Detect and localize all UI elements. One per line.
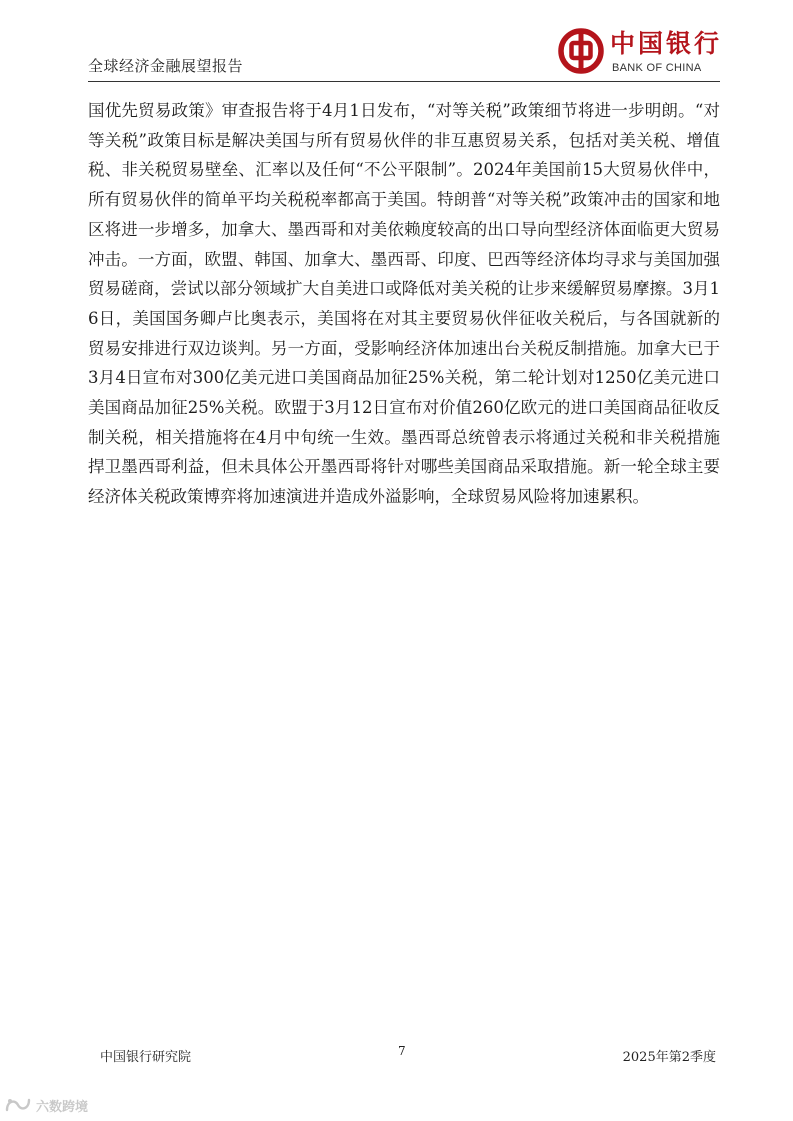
footer-institute: 中国银行研究院 xyxy=(100,1050,192,1065)
report-title: 全球经济金融展望报告 xyxy=(88,57,244,75)
logo-chinese-name: 中国银行 xyxy=(610,29,723,58)
bank-logo xyxy=(558,26,723,78)
watermark-text: 六数跨境 xyxy=(36,1099,89,1115)
bank-of-china-logo-icon xyxy=(558,28,604,74)
page-number: 7 xyxy=(398,1044,406,1058)
page-header xyxy=(88,26,723,82)
footer-period: 2025年第2季度 xyxy=(622,1050,716,1065)
watermark xyxy=(4,1094,88,1116)
page-footer xyxy=(88,1046,720,1070)
watermark-logo-icon xyxy=(4,1096,32,1114)
header-divider xyxy=(88,81,720,82)
body-paragraph: 国优先贸易政策》审查报告将于4月1日发布，“对等关税”政策细节将进一步明朗。“对等关税”政策目标是解决美国与所有贸易伙伴的非互惠贸易关系，包括对美关税、增值税、非关税贸易壁垒、汇率以及任何“不公平限制”。2024年美国前15大贸易伙伴中，所有贸易伙伴的简单平均关税税率都高于美国。特朗普“对等关税”政策冲击的国家和地区将进一步增多，加拿大、墨西哥和对美依赖度较高的出口导向型经济体面临更大贸易冲击。一方面，欧盟、韩国、加拿大、墨西哥、印度、巴西等经济体均寻求与美国加强贸易磋商，尝试以部分领域扩大自美进口或降低对美关税的让步来缓解贸易摩擦。3月16日，美国国务卿卢比奥表示，美国将在对其主要贸易伙伴征收关税后，与各国就新的贸易安排进行双边谈判。另一方面，受影响经济体加速出台关税反制措施。加拿大已于3月4日宣布对300亿美元进口美国商品加征25%关税，第二轮计划对1250亿美元进口美国商品加征25%关税。欧盟于3月12日宣布对价值260亿欧元的进口美国商品征收反制关税，相关措施将在4月中旬统一生效。墨西哥总统曾表示将通过关税和非关税措施捍卫墨西哥利益，但未具体公开墨西哥将针对哪些美国商品采取措施。新一轮全球主要经济体关税政策博弈将加速演进并造成外溢影响，全球贸易风险将加速累积。 xyxy=(88,101,720,507)
logo-english-name: BANK OF CHINA xyxy=(612,62,702,74)
